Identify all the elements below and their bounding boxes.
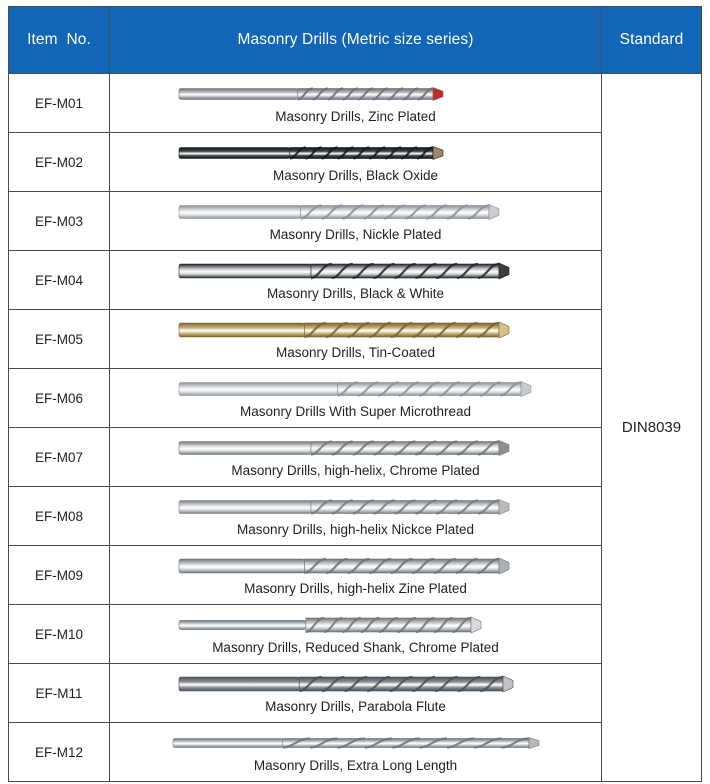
table-row bbox=[9, 723, 702, 782]
product-cell bbox=[110, 487, 602, 546]
product-cell bbox=[110, 251, 602, 310]
item-number: EF-M04 bbox=[9, 251, 110, 310]
product-cell bbox=[110, 605, 602, 664]
table-row bbox=[9, 251, 702, 310]
product-cell bbox=[110, 133, 602, 192]
drill-zinc-plated-icon bbox=[110, 81, 601, 107]
drill-reduced-shank-icon bbox=[110, 612, 601, 638]
standard-value: DIN8039 bbox=[602, 74, 702, 782]
drill-black-oxide-icon bbox=[110, 140, 601, 166]
product-cell bbox=[110, 369, 602, 428]
product-caption: Masonry Drills, Black Oxide bbox=[272, 168, 439, 183]
drill-parabola-flute-icon bbox=[110, 671, 601, 697]
table-row bbox=[9, 369, 702, 428]
product-caption: Masonry Drills, Tin-Coated bbox=[275, 345, 436, 360]
drill-high-helix-nickce-icon bbox=[110, 494, 601, 520]
drill-extra-long-icon bbox=[110, 730, 601, 756]
item-number: EF-M03 bbox=[9, 192, 110, 251]
item-number: EF-M09 bbox=[9, 546, 110, 605]
drill-nickle-plated-icon bbox=[110, 199, 601, 225]
product-cell bbox=[110, 310, 602, 369]
item-number: EF-M02 bbox=[9, 133, 110, 192]
product-caption: Masonry Drills, high-helix Nickce Plated bbox=[236, 522, 475, 537]
item-number: EF-M11 bbox=[9, 664, 110, 723]
drill-high-helix-zine-icon bbox=[110, 553, 601, 579]
table-row bbox=[9, 133, 702, 192]
drill-microthread-icon bbox=[110, 376, 601, 402]
table-row bbox=[9, 310, 702, 369]
product-caption: Masonry Drills, high-helix, Chrome Plated bbox=[231, 463, 480, 478]
table-row bbox=[9, 605, 702, 664]
product-caption: Masonry Drills, Zinc Plated bbox=[275, 109, 436, 124]
item-number: EF-M10 bbox=[9, 605, 110, 664]
table-row bbox=[9, 192, 702, 251]
table-row bbox=[9, 74, 702, 133]
item-number: EF-M12 bbox=[9, 723, 110, 782]
drill-high-helix-chrome-icon bbox=[110, 435, 601, 461]
product-cell bbox=[110, 192, 602, 251]
header-standard: Standard bbox=[602, 7, 702, 74]
table-row bbox=[9, 428, 702, 487]
product-cell bbox=[110, 428, 602, 487]
product-caption: Masonry Drills, Nickle Plated bbox=[269, 227, 442, 242]
item-number: EF-M01 bbox=[9, 74, 110, 133]
product-caption: Masonry Drills, high-helix Zine Plated bbox=[244, 581, 467, 596]
item-number: EF-M05 bbox=[9, 310, 110, 369]
product-caption: Masonry Drills, Black & White bbox=[266, 286, 445, 301]
product-caption: Masonry Drills, Extra Long Length bbox=[253, 758, 458, 773]
header-product: Masonry Drills (Metric size series) bbox=[110, 7, 602, 74]
product-caption: Masonry Drills, Parabola Flute bbox=[265, 699, 446, 714]
drill-tin-coated-icon bbox=[110, 317, 601, 343]
drill-table bbox=[8, 6, 702, 782]
table-row bbox=[9, 487, 702, 546]
item-number: EF-M08 bbox=[9, 487, 110, 546]
product-caption: Masonry Drills With Super Microthread bbox=[239, 404, 472, 419]
header-item-no: Item No. bbox=[9, 7, 110, 74]
item-number: EF-M06 bbox=[9, 369, 110, 428]
product-caption: Masonry Drills, Reduced Shank, Chrome Plated bbox=[212, 640, 499, 655]
header-row bbox=[9, 7, 702, 74]
product-cell bbox=[110, 74, 602, 133]
drill-black-white-icon bbox=[110, 258, 601, 284]
product-cell bbox=[110, 723, 602, 782]
table-row bbox=[9, 664, 702, 723]
item-number: EF-M07 bbox=[9, 428, 110, 487]
product-cell bbox=[110, 546, 602, 605]
table-row bbox=[9, 546, 702, 605]
product-cell bbox=[110, 664, 602, 723]
